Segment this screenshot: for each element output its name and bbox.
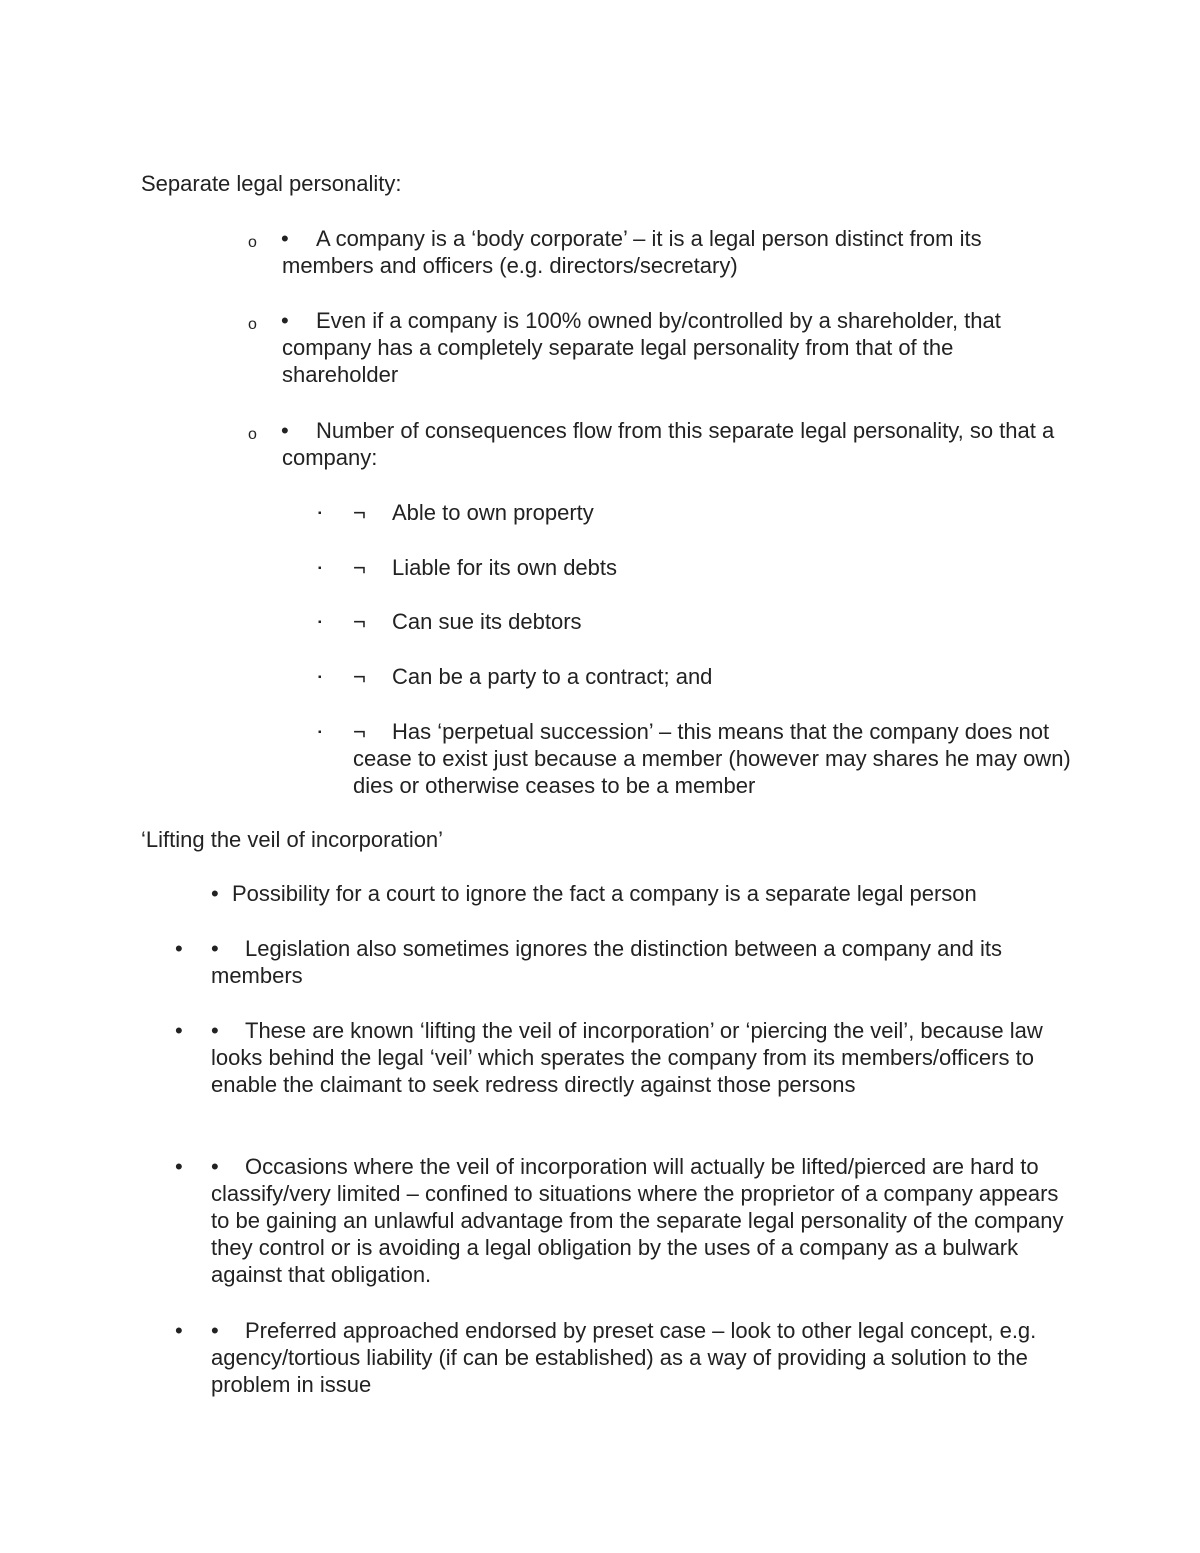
square-bullet-icon: ▪ <box>318 563 322 574</box>
not-sign-icon: ¬ <box>353 719 366 744</box>
square-bullet-icon: ▪ <box>318 508 322 519</box>
section-heading-lifting-the-veil: ‘Lifting the veil of incorporation’ <box>141 827 444 852</box>
list-item-text: Even if a company is 100% owned by/controlled by a shareholder, that company has a completely separate legal personality from that of the shareholder <box>282 308 1001 387</box>
bullet-icon: • <box>211 1318 219 1343</box>
square-bullet-icon: ▪ <box>318 617 322 628</box>
square-bullet-icon: ▪ <box>318 727 322 738</box>
not-sign-icon: ¬ <box>353 664 366 689</box>
list-item-text: Possibility for a court to ignore the fact a company is a separate legal person <box>232 881 977 906</box>
list-item-text: These are known ‘lifting the veil of incorporation’ or ‘piercing the veil’, because law looks behind the legal ‘veil’ which sperates the company from its members/officers to enable the claimant to seek redress directly against those persons <box>211 1018 1043 1097</box>
bullet-icon: • <box>175 1318 183 1343</box>
hollow-bullet-icon: o <box>248 316 257 333</box>
list-item-text: Has ‘perpetual succession’ – this means that the company does not cease to exist just because a member (however may shares he may own) dies or otherwise ceases to be a member <box>353 719 1071 798</box>
list-item-text: Can sue its debtors <box>392 609 582 634</box>
list-item-text: Number of consequences flow from this separate legal personality, so that a company: <box>282 418 1055 470</box>
bullet-icon: • <box>281 226 289 251</box>
list-item-text: Legislation also sometimes ignores the distinction between a company and its members <box>211 936 1002 988</box>
section-heading-separate-legal-personality: Separate legal personality: <box>141 171 402 196</box>
list-item-text: Occasions where the veil of incorporation will actually be lifted/pierced are hard to classify/very limited – confined to situations where the proprietor of a company appears to be gaining an unlawful advantage from the separate legal personality of the company they control or is avoiding a legal obligation by the uses of a company as a bulwark against that obligation. <box>211 1154 1064 1287</box>
bullet-icon: • <box>211 1018 219 1043</box>
bullet-icon: • <box>175 936 183 961</box>
bullet-icon: • <box>175 1018 183 1043</box>
square-bullet-icon: ▪ <box>318 672 322 683</box>
list-item-text: Can be a party to a contract; and <box>392 664 713 689</box>
list-item-text: Liable for its own debts <box>392 555 618 580</box>
hollow-bullet-icon: o <box>248 426 257 443</box>
bullet-icon: • <box>175 1154 183 1179</box>
hollow-bullet-icon: o <box>248 234 257 251</box>
not-sign-icon: ¬ <box>353 555 366 580</box>
bullet-icon: • <box>281 418 289 443</box>
bullet-icon: • <box>211 1154 219 1179</box>
list-item-text: Preferred approached endorsed by preset case – look to other legal concept, e.g. agency/tortious liability (if can be established) as a way of providing a solution to the problem in issue <box>211 1318 1037 1397</box>
list-item-text: A company is a ‘body corporate’ – it is a legal person distinct from its members and officers (e.g. directors/secretary) <box>282 226 982 278</box>
list-item-text: Able to own property <box>392 500 594 525</box>
not-sign-icon: ¬ <box>353 609 366 634</box>
not-sign-icon: ¬ <box>353 500 366 525</box>
bullet-icon: • <box>211 881 219 906</box>
bullet-icon: • <box>211 936 219 961</box>
bullet-icon: • <box>281 308 289 333</box>
